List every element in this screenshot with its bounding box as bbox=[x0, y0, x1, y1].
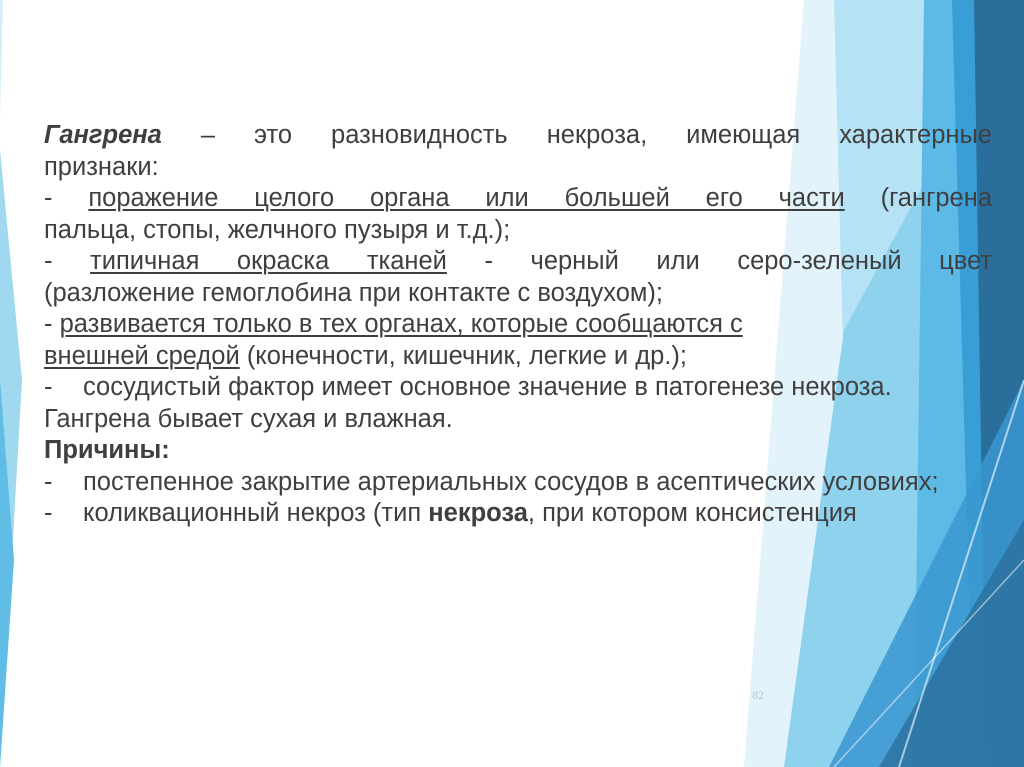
definition-text: – это разновидность некроза, имеющая характерные bbox=[161, 121, 992, 149]
sign-2-line-1 bbox=[44, 246, 992, 278]
cause-2-text-before: коликвационный некроз (тип bbox=[83, 499, 429, 527]
cause-2-text-after: , при котором консистенция bbox=[527, 499, 857, 527]
sign-3-line-1 bbox=[44, 309, 992, 341]
definition-line-2: признаки: bbox=[44, 152, 159, 181]
page-number: 82 bbox=[752, 688, 764, 702]
sign-1-rest: (гангрена bbox=[844, 184, 993, 212]
sign-3-underlined-1: развивается только в тех органах, которые сообщаются с bbox=[59, 310, 743, 338]
causes-heading: Причины: bbox=[44, 436, 170, 464]
definition-line-1 bbox=[44, 120, 992, 152]
sign-1-line-2: пальца, стопы, желчного пузыря и т.д.); bbox=[44, 215, 511, 244]
sign-1-dash: - bbox=[44, 184, 89, 212]
sign-3-rest: (конечности, кишечник, легкие и др.); bbox=[239, 341, 687, 370]
cause-1-text: постепенное закрытие артериальных сосудов в асептических условиях; bbox=[83, 467, 939, 496]
sign-2-underlined: типичная окраска тканей bbox=[90, 247, 447, 275]
sign-2-line-2: (разложение гемоглобина при контакте с воздухом); bbox=[44, 278, 663, 307]
cause-2-bold: некроза bbox=[428, 499, 528, 527]
sign-2-rest: - черный или серо-зеленый цвет bbox=[446, 247, 992, 275]
cause-item-1 bbox=[44, 467, 992, 499]
gangrene-types: Гангрена бывает сухая и влажная. bbox=[44, 404, 453, 433]
cause-2-dash: - bbox=[44, 499, 53, 527]
sign-3-dash: - bbox=[44, 310, 60, 338]
sign-2-dash: - bbox=[44, 247, 91, 275]
cause-item-2 bbox=[44, 498, 992, 530]
sign-3-underlined-2: внешней средой bbox=[44, 341, 240, 370]
cause-1-dash: - bbox=[44, 467, 53, 496]
vascular-dash: - bbox=[44, 373, 53, 401]
term-gangrene: Гангрена bbox=[44, 121, 162, 149]
left-edge-decoration bbox=[0, 0, 22, 767]
vascular-factor-item bbox=[44, 372, 992, 404]
vascular-text: сосудистый фактор имеет основное значение в патогенезе некроза. bbox=[83, 373, 892, 401]
sign-1-underlined: поражение целого органа или большей его части bbox=[88, 184, 845, 212]
sign-1-line-1 bbox=[44, 183, 992, 215]
slide-content bbox=[44, 120, 992, 530]
sign-3-line-2 bbox=[44, 341, 992, 373]
